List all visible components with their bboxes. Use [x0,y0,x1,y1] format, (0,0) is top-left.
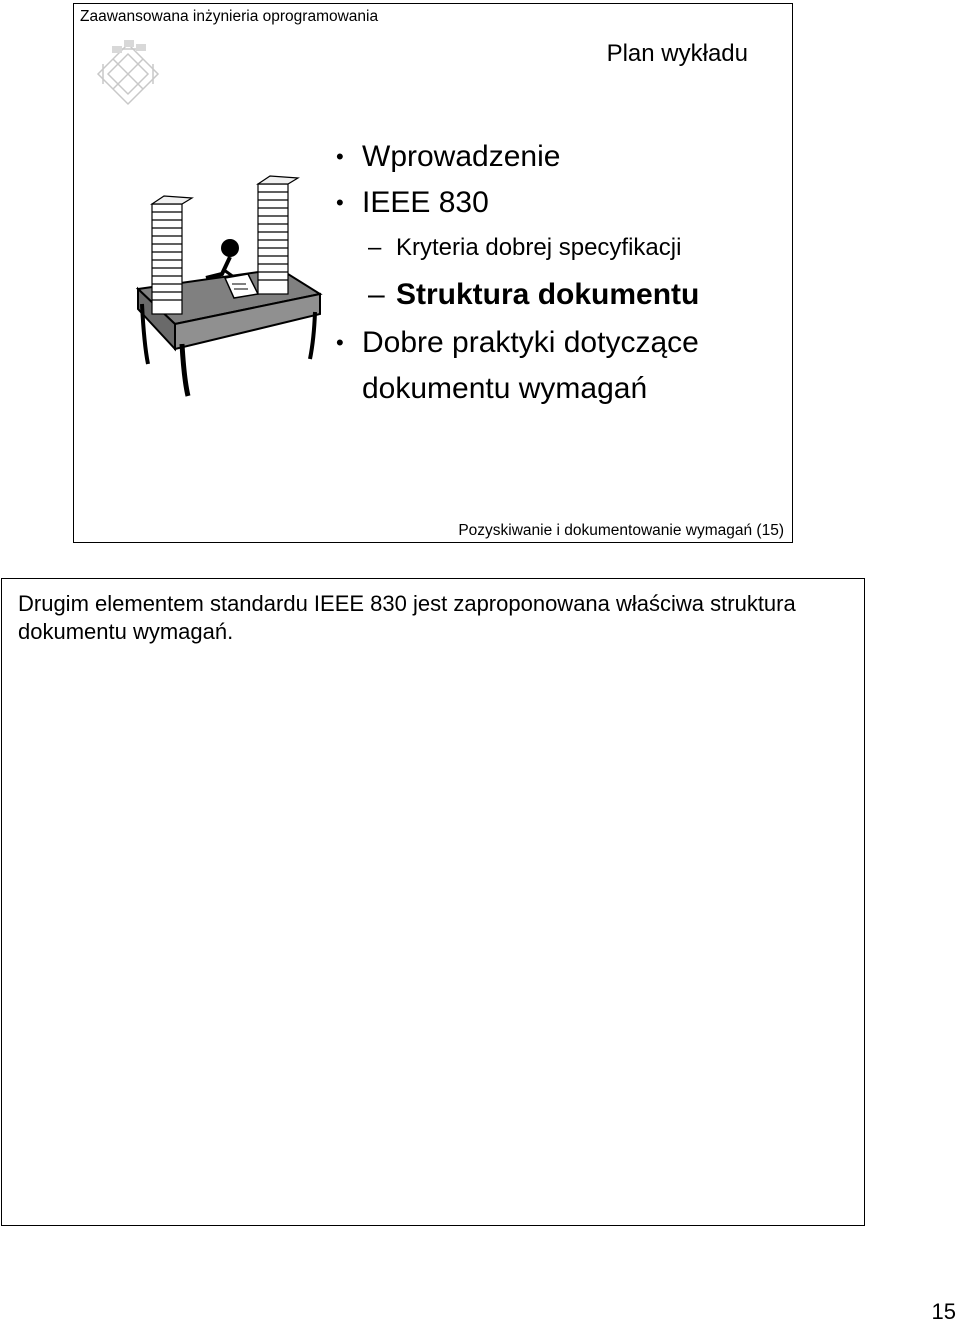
slide-number: (15) [756,522,784,539]
footer-title: Pozyskiwanie i dokumentowanie wymagań [458,522,753,539]
outline-item: • IEEE 830 [332,180,772,226]
slide-footer [458,522,784,540]
slide-title: Plan wykładu [606,40,748,67]
outline-item: • Dobre praktyki dotyczące dokumentu wymagań [332,320,772,412]
bullet-icon: • [336,330,344,355]
page-number: 15 [931,1299,956,1324]
outline-subitem-current: – Struktura dokumentu [332,270,772,320]
notes-panel [1,578,865,1226]
course-title: Zaawansowana inżynieria oprogramowania [80,8,379,25]
outline-subitem: – Kryteria dobrej specyfikacji [332,226,772,270]
dash-icon: – [368,278,385,311]
slide [73,3,793,543]
dash-icon: – [368,234,382,261]
bullet-icon: • [336,144,344,169]
uczelnia-online-logo [88,34,168,118]
slide-outline [332,134,772,412]
outline-item: • Wprowadzenie [332,134,772,180]
person-at-desk-clipart [130,174,330,404]
notes-text: Drugim elementem standardu IEEE 830 jest zaproponowana właściwa struktura dokumentu wymagań. [18,591,796,644]
bullet-icon: • [336,190,344,215]
